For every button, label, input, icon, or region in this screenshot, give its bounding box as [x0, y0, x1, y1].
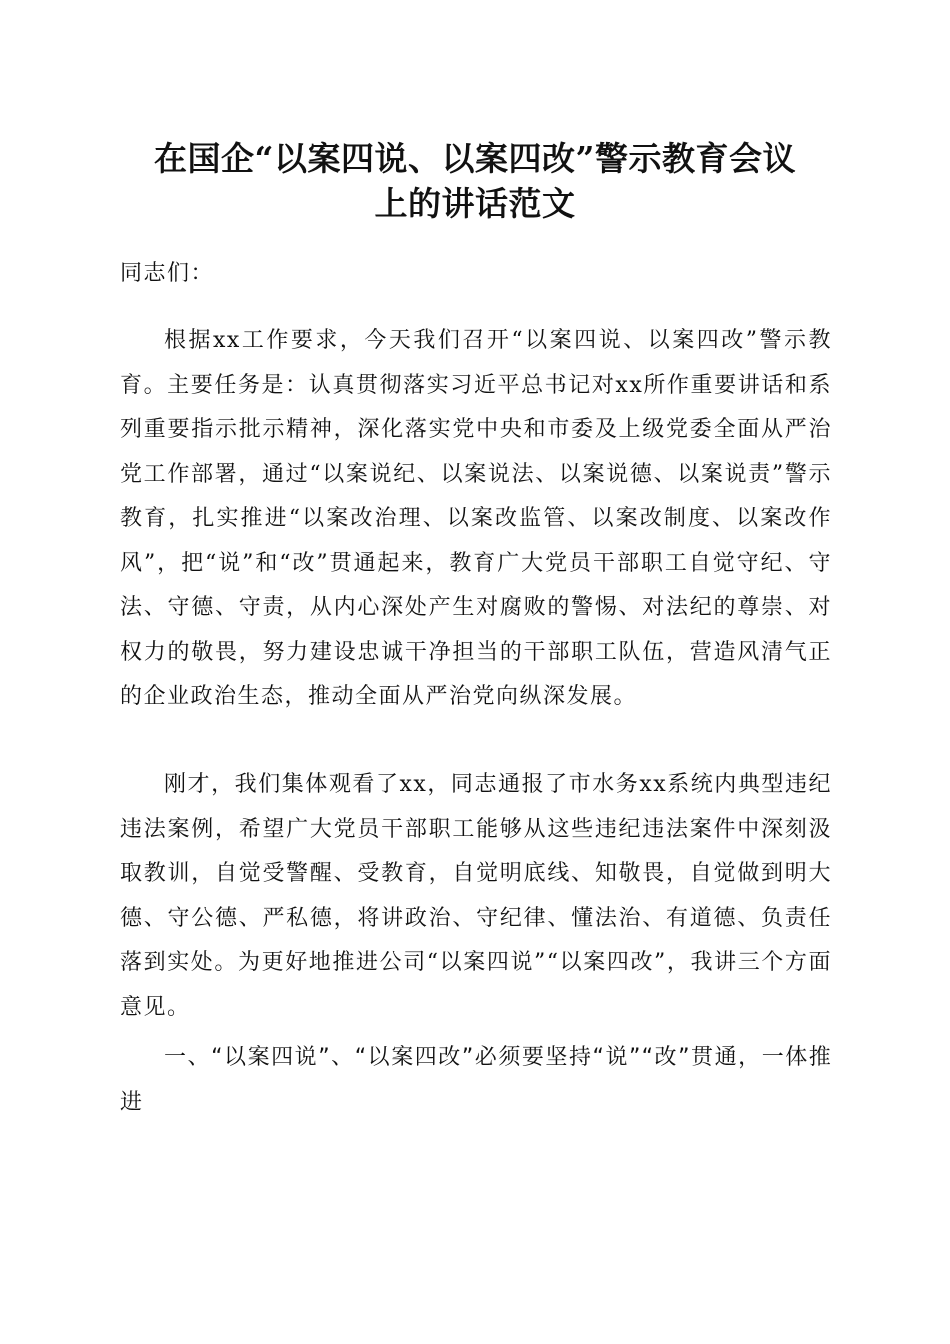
title-line-2: 上的讲话范文: [374, 184, 576, 223]
salutation: 同志们：: [120, 261, 215, 286]
body-paragraph-2: 刚才，我们集体观看了xx，同志通报了市水务xx系统内典型违纪违法案例，希望广大党员干部职工能够从这些违纪违法案件中深刻汲取教训，自觉受警醒、受教育，自觉明底线、知敬畏，自觉做到明大德、守公德、严私德，将讲政治、守纪律、懂法治、有道德、负责任落到实处。为更好地推进公司“以案四说”“以案四改”，我讲三个方面意见。: [120, 772, 832, 1020]
section-heading-1: 一、“以案四说”、“以案四改”必须要坚持“说”“改”贯通，一体推进: [120, 1045, 832, 1115]
title-line-1: 在国企“以案四说、以案四改”警示教育会议: [154, 139, 796, 178]
document-title: [100, 136, 850, 226]
body-paragraph-1: 根据xx工作要求，今天我们召开“以案四说、以案四改”警示教育。主要任务是：认真贯彻落实习近平总书记对xx所作重要讲话和系列重要指示批示精神，深化落实党中央和市委及上级党委全面从严治党工作部署，通过“以案说纪、以案说法、以案说德、以案说责”警示教育，扎实推进“以案改治理、以案改监管、以案改制度、以案改作风”，把“说”和“改”贯通起来，教育广大党员干部职工自觉守纪、守法、守德、守责，从内心深处产生对腐败的警惕、对法纪的尊崇、对权力的敬畏，努力建设忠诚干净担当的干部职工队伍，营造风清气正的企业政治生态，推动全面从严治党向纵深发展。: [120, 328, 832, 709]
